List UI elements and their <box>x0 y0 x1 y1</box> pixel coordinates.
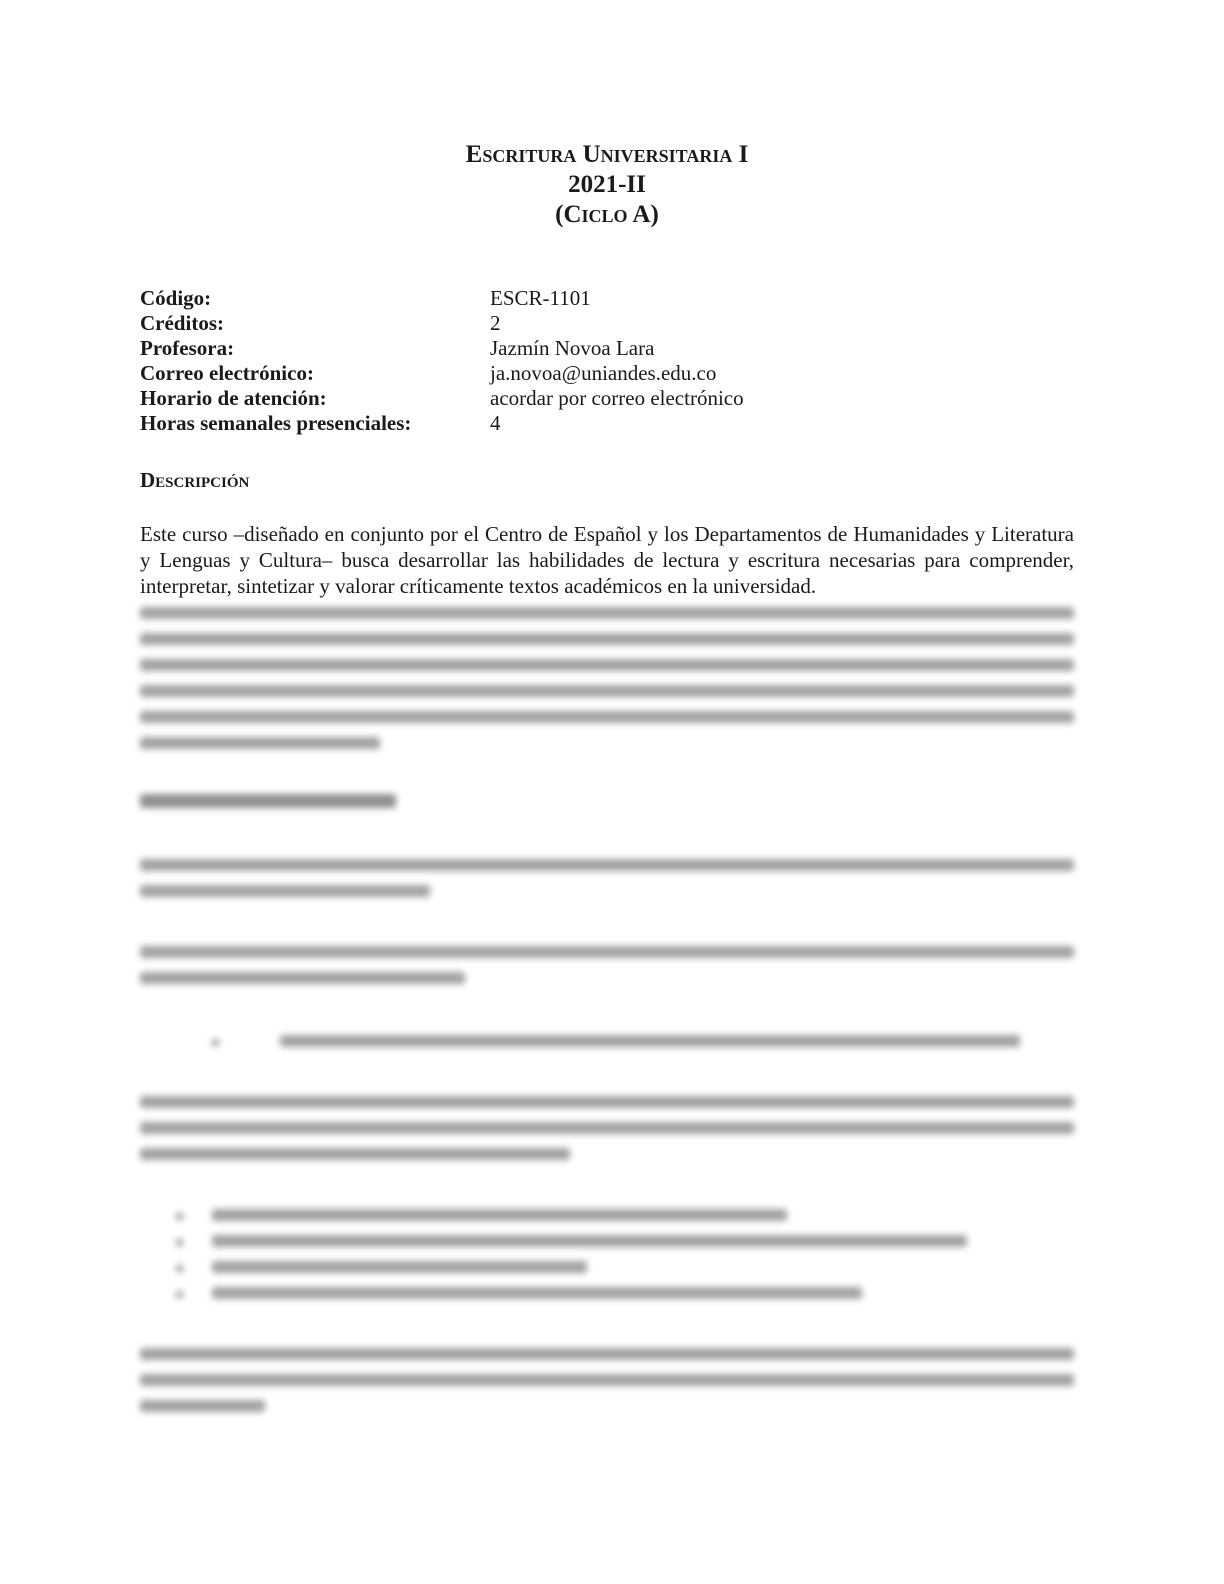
blurred-bullet-list <box>140 1025 1074 1061</box>
info-row-email <box>140 361 1074 386</box>
info-value: 4 <box>490 411 501 435</box>
info-label: Horas semanales presenciales: <box>140 411 412 435</box>
course-info <box>140 286 1074 436</box>
info-row-professor <box>140 336 1074 361</box>
info-label: Créditos: <box>140 311 224 335</box>
blurred-text-block <box>140 938 1074 998</box>
blurred-content <box>140 599 1074 1431</box>
description-heading: Descripción <box>140 468 250 492</box>
info-label: Código: <box>140 286 212 310</box>
blurred-description-lines <box>140 599 1074 760</box>
info-label: Horario de atención: <box>140 386 327 410</box>
blurred-bullet-list <box>140 1201 1074 1313</box>
course-cycle: (Ciclo A) <box>555 201 659 228</box>
info-value-email: ja.novoa@uniandes.edu.co <box>490 361 717 385</box>
info-row-weekly-hours <box>140 411 1074 436</box>
info-row-credits <box>140 311 1074 336</box>
description-paragraph: Este curso –diseñado en conjunto por el Centro de Español y los Departamentos de Humanidades y Literatura y Lenguas y Cultura– busca desarrollar las habilidades de lectura y escritura necesarias para comprender, interpretar, sintetizar y valorar críticamente textos académicos en la universidad. <box>140 522 1074 598</box>
blurred-text-block <box>140 1340 1074 1426</box>
info-value: 2 <box>490 311 501 335</box>
blurred-heading <box>140 780 1074 820</box>
info-row-code <box>140 286 1074 311</box>
info-value: Jazmín Novoa Lara <box>490 336 655 360</box>
blurred-text-block <box>140 599 1074 755</box>
blurred-text-block <box>140 1088 1074 1174</box>
info-label: Correo electrónico: <box>140 361 314 385</box>
info-value: ESCR-1101 <box>490 286 591 310</box>
course-title: Escritura Universitaria I <box>465 141 749 168</box>
info-label: Profesora: <box>140 336 235 360</box>
course-period: 2021-II <box>568 171 646 198</box>
blurred-text-block <box>140 851 1074 911</box>
info-row-office-hours <box>140 386 1074 411</box>
document-page <box>140 140 1074 1431</box>
info-value: acordar por correo electrónico <box>490 386 744 410</box>
document-title <box>140 140 1074 230</box>
